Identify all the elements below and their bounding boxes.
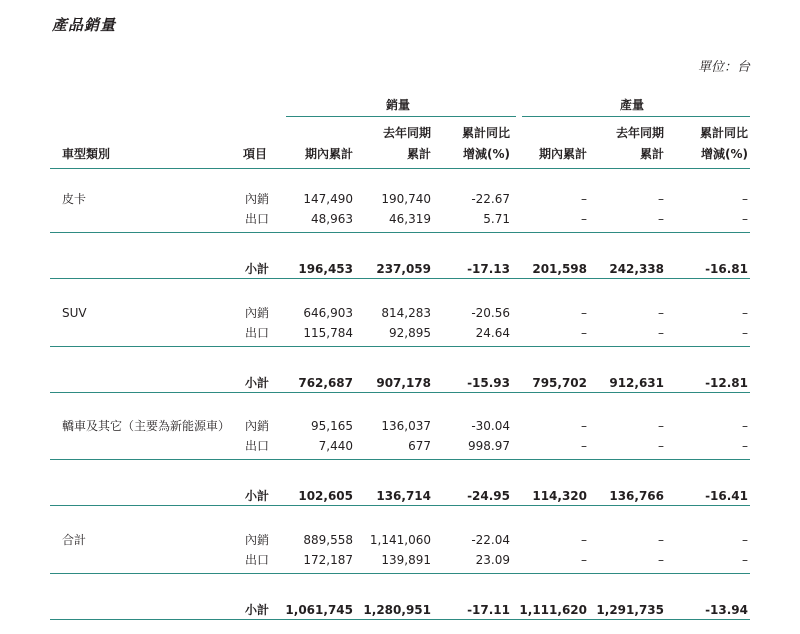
cell-s-prev: 1,141,060 — [369, 533, 431, 547]
subtotal-rule — [50, 505, 750, 506]
cell-s-yoy: 998.97 — [468, 439, 510, 453]
subtotal-p-yoy: -13.94 — [705, 603, 748, 617]
cell-p-prev: – — [658, 439, 664, 453]
page-title: 產品銷量 — [52, 16, 117, 34]
cell-p-yoy: – — [742, 533, 748, 547]
subtotal-p-cum: 114,320 — [532, 489, 587, 503]
subtotal-label: 小計 — [245, 262, 270, 276]
cell-s-yoy: 24.64 — [475, 326, 510, 340]
unit-label: 單位：台 — [697, 60, 750, 75]
row-item-label: 出口 — [245, 212, 270, 226]
category-label: 皮卡 — [62, 192, 87, 206]
subtotal-p-yoy: -16.41 — [705, 489, 748, 503]
cell-p-yoy: – — [742, 326, 748, 340]
header-sales-cum: 期內累計 — [304, 147, 353, 161]
subtotal-s-prev: 237,059 — [376, 262, 431, 276]
row-item-label: 內銷 — [245, 306, 270, 320]
cell-p-cum: – — [581, 553, 587, 567]
header-sales-prev-line1: 去年同期 — [382, 126, 431, 140]
cell-p-prev: – — [658, 326, 664, 340]
cell-s-yoy: -22.67 — [471, 192, 510, 206]
header-production-rule — [522, 116, 750, 117]
cell-s-yoy: -30.04 — [471, 419, 510, 433]
cell-p-yoy: – — [742, 553, 748, 567]
cell-s-cum: 172,187 — [303, 553, 353, 567]
row-item-label: 內銷 — [245, 419, 270, 433]
group-rule — [50, 346, 750, 347]
subtotal-s-cum: 196,453 — [298, 262, 353, 276]
cell-p-yoy: – — [742, 419, 748, 433]
subtotal-p-prev: 1,291,735 — [596, 603, 664, 617]
subtotal-s-cum: 762,687 — [298, 376, 353, 390]
cell-s-cum: 646,903 — [303, 306, 353, 320]
cell-s-prev: 92,895 — [389, 326, 431, 340]
group-rule — [50, 459, 750, 460]
subtotal-label: 小計 — [245, 489, 270, 503]
cell-s-prev: 46,319 — [389, 212, 431, 226]
cell-s-cum: 48,963 — [311, 212, 353, 226]
cell-s-yoy: 5.71 — [483, 212, 510, 226]
header-bottom-rule — [50, 168, 750, 169]
header-category: 車型類別 — [62, 147, 111, 161]
header-prod-prev-line2: 累計 — [639, 147, 664, 161]
subtotal-s-prev: 907,178 — [376, 376, 431, 390]
subtotal-p-prev: 136,766 — [609, 489, 664, 503]
subtotal-s-prev: 1,280,951 — [363, 603, 431, 617]
subtotal-rule — [50, 392, 750, 393]
header-sales-rule — [286, 116, 516, 117]
header-item: 項目 — [243, 147, 268, 161]
cell-p-prev: – — [658, 553, 664, 567]
subtotal-p-yoy: -16.81 — [705, 262, 748, 276]
header-prod-yoy-line2: 增減(%) — [701, 147, 748, 161]
header-group-sales: 銷量 — [386, 98, 411, 112]
row-item-label: 內銷 — [245, 533, 270, 547]
cell-p-cum: – — [581, 212, 587, 226]
cell-p-yoy: – — [742, 439, 748, 453]
group-rule — [50, 232, 750, 233]
subtotal-p-prev: 242,338 — [609, 262, 664, 276]
header-sales-yoy-line2: 增減(%) — [463, 147, 510, 161]
cell-s-yoy: 23.09 — [475, 553, 510, 567]
cell-p-cum: – — [581, 306, 587, 320]
cell-s-prev: 136,037 — [381, 419, 431, 433]
cell-p-yoy: – — [742, 192, 748, 206]
subtotal-p-cum: 201,598 — [532, 262, 587, 276]
cell-s-yoy: -22.04 — [471, 533, 510, 547]
cell-s-cum: 147,490 — [303, 192, 353, 206]
cell-s-prev: 190,740 — [381, 192, 431, 206]
cell-s-prev: 677 — [408, 439, 431, 453]
cell-p-cum: – — [581, 533, 587, 547]
cell-p-yoy: – — [742, 212, 748, 226]
cell-p-cum: – — [581, 326, 587, 340]
row-item-label: 出口 — [245, 553, 270, 567]
header-prod-cum: 期內累計 — [538, 147, 587, 161]
subtotal-p-yoy: -12.81 — [705, 376, 748, 390]
cell-s-cum: 7,440 — [318, 439, 353, 453]
subtotal-rule — [50, 278, 750, 279]
cell-p-prev: – — [658, 192, 664, 206]
cell-s-cum: 115,784 — [303, 326, 353, 340]
group-rule — [50, 573, 750, 574]
subtotal-s-cum: 1,061,745 — [285, 603, 353, 617]
cell-s-cum: 95,165 — [311, 419, 353, 433]
cell-p-cum: – — [581, 439, 587, 453]
subtotal-label: 小計 — [245, 376, 270, 390]
cell-p-prev: – — [658, 212, 664, 226]
header-prod-prev-line1: 去年同期 — [615, 126, 664, 140]
row-item-label: 出口 — [245, 439, 270, 453]
cell-p-cum: – — [581, 419, 587, 433]
cell-p-cum: – — [581, 192, 587, 206]
subtotal-p-prev: 912,631 — [609, 376, 664, 390]
subtotal-label: 小計 — [245, 603, 270, 617]
subtotal-s-cum: 102,605 — [298, 489, 353, 503]
subtotal-s-yoy: -17.11 — [467, 603, 510, 617]
subtotal-rule — [50, 619, 750, 620]
cell-p-prev: – — [658, 306, 664, 320]
subtotal-s-yoy: -15.93 — [467, 376, 510, 390]
cell-p-prev: – — [658, 533, 664, 547]
row-item-label: 內銷 — [245, 192, 270, 206]
cell-s-yoy: -20.56 — [471, 306, 510, 320]
header-group-production: 產量 — [620, 98, 645, 112]
cell-p-yoy: – — [742, 306, 748, 320]
header-prod-yoy-line1: 累計同比 — [699, 126, 748, 140]
subtotal-p-cum: 795,702 — [532, 376, 587, 390]
category-label: SUV — [62, 306, 87, 320]
cell-s-cum: 889,558 — [303, 533, 353, 547]
cell-s-prev: 139,891 — [381, 553, 431, 567]
cell-s-prev: 814,283 — [381, 306, 431, 320]
row-item-label: 出口 — [245, 326, 270, 340]
header-sales-yoy-line1: 累計同比 — [461, 126, 510, 140]
cell-p-prev: – — [658, 419, 664, 433]
category-label: 合計 — [62, 533, 87, 547]
subtotal-p-cum: 1,111,620 — [519, 603, 587, 617]
category-label: 轎車及其它（主要為新能源車） — [62, 419, 231, 433]
header-sales-prev-line2: 累計 — [406, 147, 431, 161]
subtotal-s-yoy: -24.95 — [467, 489, 510, 503]
subtotal-s-prev: 136,714 — [376, 489, 431, 503]
subtotal-s-yoy: -17.13 — [467, 262, 510, 276]
